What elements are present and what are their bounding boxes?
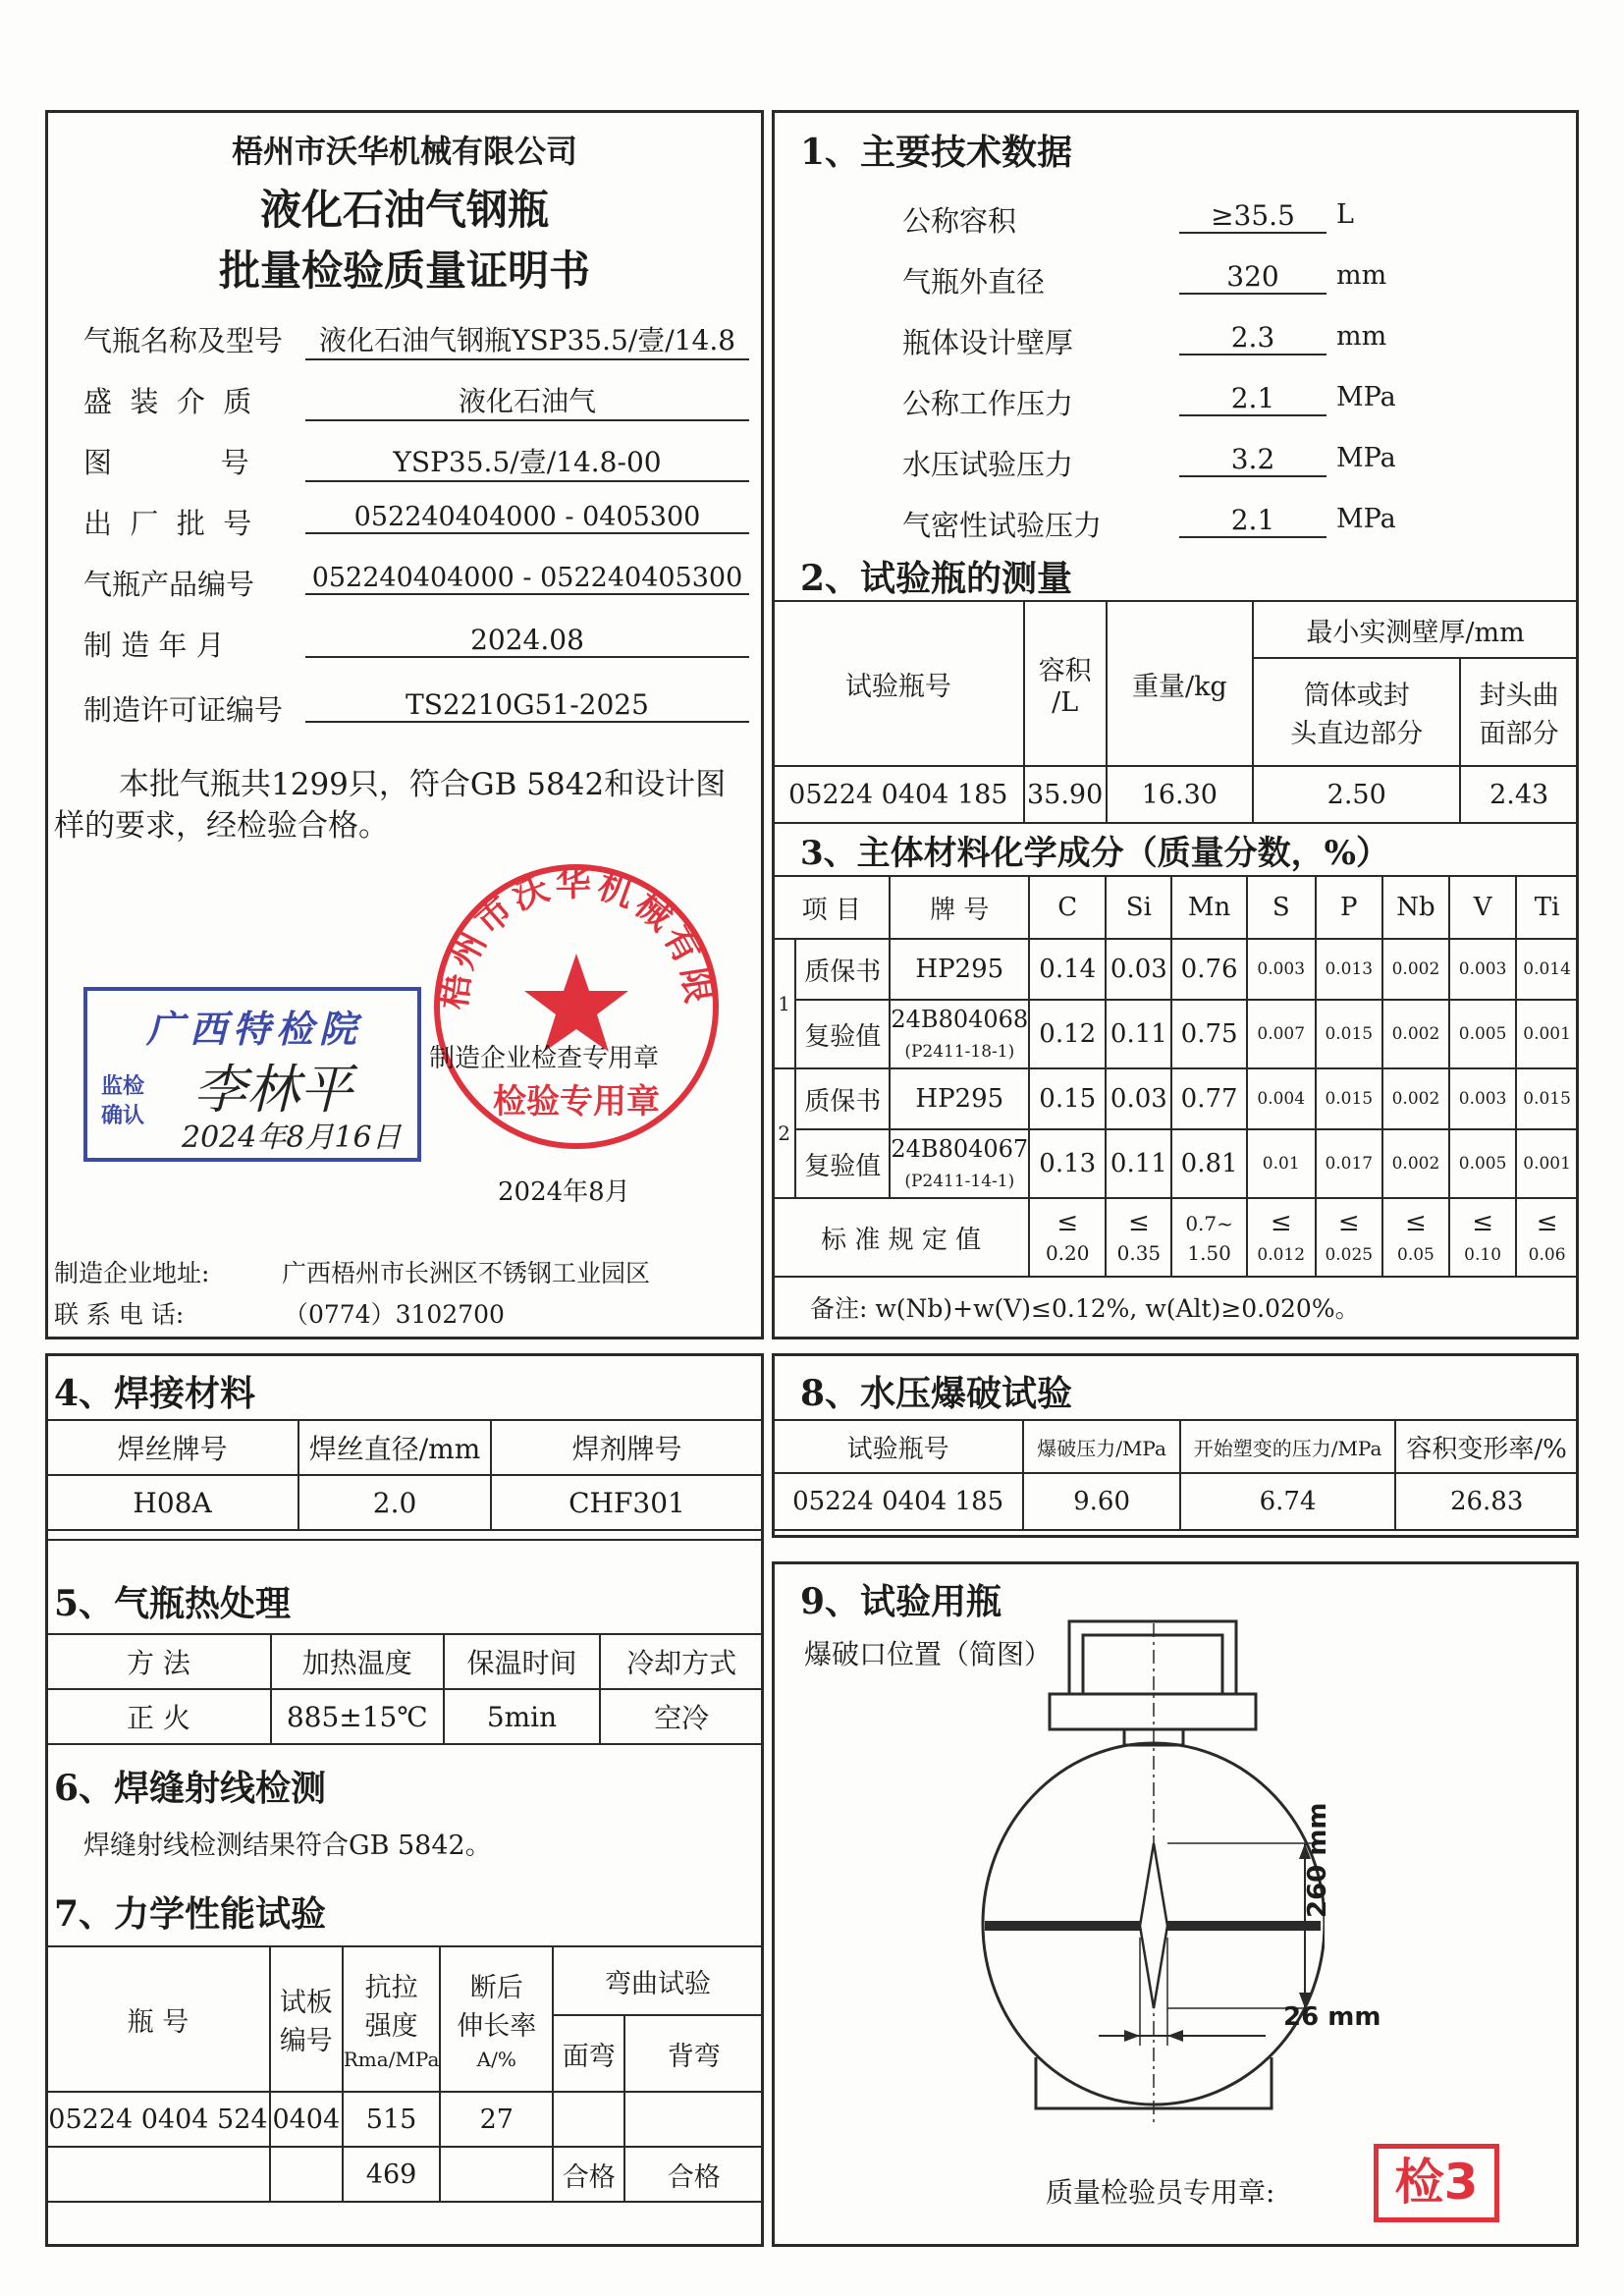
group-index: 2: [773, 1068, 795, 1198]
header-element: Nb: [1382, 876, 1449, 939]
cell-method: 正 火: [46, 1689, 271, 1744]
value-cell: 0.002: [1382, 1068, 1449, 1129]
value-cell: 0.75: [1171, 1000, 1246, 1068]
radiography-result: 焊缝射线检测结果符合GB 5842。: [83, 1831, 492, 1861]
mechanical-test-table: [45, 1945, 764, 2203]
value-cell: 0.01: [1247, 1129, 1316, 1198]
value-cell: 0.76: [1171, 939, 1246, 1000]
value-cell: 0.015: [1516, 1068, 1578, 1129]
field-label: 气瓶产品编号: [83, 568, 255, 601]
cell-burst-pressure: 9.60: [1023, 1473, 1180, 1530]
value-cell: 0.002: [1382, 939, 1449, 1000]
value-cell: 0.013: [1316, 939, 1382, 1000]
value-cell: 0.77: [1171, 1068, 1246, 1129]
header-weight: 重量/kg: [1107, 601, 1253, 766]
header-cylinder-no: 试验瓶号: [773, 601, 1024, 766]
test-cylinder-panel: [772, 1561, 1579, 2247]
spec-value: ≥35.5: [1179, 199, 1326, 234]
field-label: 盛 装 介 质: [83, 385, 252, 418]
row-grade: 24B804068 (P2411-18-1): [890, 1000, 1029, 1068]
section-9-heading: 9、试验用瓶: [800, 1581, 1002, 1622]
supervision-org: 广西特检院: [146, 1007, 363, 1051]
process-panel: [45, 1353, 764, 2247]
cell-empty: [440, 2147, 553, 2202]
spec-label: 水压试验压力: [902, 448, 1074, 481]
supervision-label-2: 确认: [101, 1103, 145, 1128]
spec-value: 2.1: [1179, 504, 1326, 538]
header-cylinder-no: 试验瓶号: [773, 1420, 1023, 1473]
header-back-bend: 背弯: [624, 2015, 763, 2092]
value-cell: 0.015: [1316, 1068, 1382, 1129]
section-4-heading: 4、焊接材料: [54, 1373, 256, 1414]
value-cell: 0.017: [1316, 1129, 1382, 1198]
header-wire-diameter: 焊丝直径/mm: [298, 1420, 491, 1475]
value-cell: 0.13: [1029, 1129, 1106, 1198]
std-cell: ≤ 0.10: [1449, 1198, 1516, 1277]
header-heating-temp: 加热温度: [271, 1634, 444, 1689]
header-method: 方 法: [46, 1634, 271, 1689]
spec-unit: MPa: [1336, 504, 1396, 534]
field-label: 气瓶名称及型号: [83, 324, 284, 357]
spec-value: 3.2: [1179, 443, 1326, 477]
value-cell: 0.005: [1449, 1129, 1516, 1198]
header-head-part: 封头曲 面部分: [1460, 658, 1578, 766]
cell-yield-pressure: 6.74: [1180, 1473, 1396, 1530]
cell-cylinder-no: 05224 0404 185: [773, 766, 1024, 823]
address-label: 制造企业地址:: [54, 1259, 210, 1287]
cell-face-bend: 合格: [553, 2147, 624, 2202]
row-label: 质保书: [795, 1068, 890, 1129]
company-seal: [429, 859, 724, 1154]
cell-heating-temp: 885±15℃: [271, 1689, 444, 1744]
header-grade: 牌 号: [890, 876, 1029, 939]
row-grade: HP295: [890, 939, 1029, 1000]
burst-location-caption: 爆破口位置（简图）: [804, 1638, 1053, 1670]
header-element: Mn: [1171, 876, 1246, 939]
value-cell: 0.001: [1516, 1000, 1578, 1068]
seal-graphic: [429, 859, 724, 1154]
value-cell: 0.14: [1029, 939, 1106, 1000]
value-cell: 0.03: [1106, 1068, 1171, 1129]
section-3-heading: 3、主体材料化学成分（质量分数，%）: [800, 834, 1389, 873]
field-value: TS2210G51-2025: [305, 688, 749, 723]
cell-elongation: 27: [440, 2092, 553, 2147]
header-item: 项 目: [773, 876, 890, 939]
spec-label: 气瓶外直径: [902, 265, 1046, 299]
header-cylinder-no: 瓶 号: [46, 1946, 270, 2092]
cell-tensile-strength: 515: [343, 2092, 441, 2147]
header-flux-grade: 焊剂牌号: [491, 1420, 763, 1475]
spec-label: 公称工作压力: [902, 387, 1074, 420]
spec-label: 气密性试验压力: [902, 509, 1103, 542]
value-cell: 0.007: [1247, 1000, 1316, 1068]
cell-empty: [46, 2147, 270, 2202]
row-label: 质保书: [795, 939, 890, 1000]
cell-cylinder-no: 05224 0404 185: [773, 1473, 1023, 1530]
seal-center-text: 检验专用章: [493, 1082, 660, 1121]
issue-date: 2024年8月: [498, 1177, 630, 1207]
divider: [48, 1539, 761, 1541]
field-value: 052240404000 - 052240405300: [305, 563, 749, 595]
cell-empty: [270, 2147, 343, 2202]
header-element: Si: [1106, 876, 1171, 939]
cell-face-bend: [553, 2092, 624, 2147]
burst-test-panel: [772, 1353, 1579, 1538]
value-cell: 0.005: [1449, 1000, 1516, 1068]
cell-back-bend: 合格: [624, 2147, 763, 2202]
phone-value: （0774）3102700: [284, 1300, 505, 1329]
std-cell: ≤ 0.025: [1316, 1198, 1382, 1277]
std-cell: ≤ 0.012: [1247, 1198, 1316, 1277]
header-wire-grade: 焊丝牌号: [46, 1420, 298, 1475]
cell-cylinder-no: 05224 0404 524: [46, 2092, 270, 2147]
field-value: 液化石油气钢瓶YSP35.5/壹/14.8: [305, 319, 749, 360]
value-cell: 0.003: [1449, 939, 1516, 1000]
cell-tensile-strength: 469: [343, 2147, 441, 2202]
header-holding-time: 保温时间: [444, 1634, 601, 1689]
value-cell: 0.15: [1029, 1068, 1106, 1129]
field-label: 出 厂 批 号: [83, 507, 252, 540]
company-name: 梧州市沃华机械有限公司: [231, 133, 577, 170]
value-cell: 0.001: [1516, 1129, 1578, 1198]
cell-volume-expansion: 26.83: [1395, 1473, 1578, 1530]
section-1-heading: 1、主要技术数据: [800, 132, 1073, 173]
technical-data-panel: [772, 110, 1579, 1339]
header-body-part: 筒体或封 头直边部分: [1253, 658, 1460, 766]
value-cell: 0.003: [1247, 939, 1316, 1000]
header-element: S: [1247, 876, 1316, 939]
burst-test-table: [772, 1419, 1579, 1531]
value-cell: 0.81: [1171, 1129, 1246, 1198]
inspector-label: 质量检验员专用章:: [1046, 2176, 1275, 2209]
section-2-heading: 2、试验瓶的测量: [800, 558, 1073, 599]
supervision-signature: 李林平: [193, 1059, 352, 1121]
field-value: YSP35.5/壹/14.8-00: [305, 441, 749, 482]
field-label: 制造许可证编号: [83, 693, 284, 727]
cell-holding-time: 5min: [444, 1689, 601, 1744]
header-tensile-strength: 抗拉 强度 Rma/MPa: [343, 1946, 441, 2092]
std-cell: 0.7~ 1.50: [1171, 1198, 1246, 1277]
value-cell: 0.12: [1029, 1000, 1106, 1068]
phone-label: 联 系 电 话:: [54, 1300, 185, 1329]
inspector-stamp-text: 检3: [1394, 2154, 1479, 2211]
row-label: 复验值: [795, 1129, 890, 1198]
title-line-1: 液化石油气钢瓶: [259, 186, 549, 234]
header-elongation: 断后 伸长率 A/%: [440, 1946, 553, 2092]
field-value: 2024.08: [305, 624, 749, 658]
header-bend-test: 弯曲试验: [553, 1946, 763, 2015]
spec-label: 公称容积: [902, 204, 1017, 238]
spec-label: 瓶体设计壁厚: [902, 326, 1074, 359]
header-yield-pressure: 开始塑变的压力/MPa: [1180, 1420, 1396, 1473]
spec-unit: mm: [1336, 321, 1387, 352]
supervision-label-1: 监检: [101, 1073, 145, 1099]
seal-ring-text: 梧州市沃华机械有限: [433, 863, 720, 1012]
cell-head-thickness: 2.43: [1460, 766, 1578, 823]
spec-unit: L: [1336, 199, 1354, 230]
row-label: 复验值: [795, 1000, 890, 1068]
header-min-thickness: 最小实测壁厚/mm: [1253, 601, 1578, 658]
heat-treatment-table: [45, 1633, 764, 1745]
test-cylinder-measurement-table: [772, 600, 1579, 824]
certificate-header-panel: [45, 110, 764, 1339]
section-6-heading: 6、焊缝射线检测: [54, 1768, 327, 1809]
header-element: Ti: [1516, 876, 1578, 939]
spec-unit: MPa: [1336, 443, 1396, 473]
std-cell: ≤ 0.06: [1516, 1198, 1578, 1277]
header-element: V: [1449, 876, 1516, 939]
spec-value: 2.3: [1179, 321, 1326, 355]
supervision-date: 2024年8月16日: [182, 1121, 402, 1155]
field-value: 052240404000 - 0405300: [305, 502, 749, 534]
header-volume-expansion: 容积变形率/%: [1395, 1420, 1578, 1473]
standard-label: 标 准 规 定 值: [773, 1198, 1029, 1277]
section-7-heading: 7、力学性能试验: [54, 1893, 327, 1935]
header-cooling: 冷却方式: [600, 1634, 763, 1689]
value-cell: 0.002: [1382, 1129, 1449, 1198]
cell-back-bend: [624, 2092, 763, 2147]
spec-value: 320: [1179, 260, 1326, 295]
group-index: 1: [773, 939, 795, 1068]
address-value: 广西梧州市长洲区不锈钢工业园区: [282, 1259, 651, 1287]
value-cell: 0.014: [1516, 939, 1578, 1000]
cell-flux-grade: CHF301: [491, 1475, 763, 1530]
header-element: P: [1316, 876, 1382, 939]
cylinder-diagram: [971, 1613, 1325, 2134]
std-cell: ≤ 0.35: [1106, 1198, 1171, 1277]
supervision-stamp: [83, 987, 421, 1162]
value-cell: 0.003: [1449, 1068, 1516, 1129]
field-value: 液化石油气: [305, 380, 749, 421]
cell-wire-grade: H08A: [46, 1475, 298, 1530]
value-cell: 0.015: [1316, 1000, 1382, 1068]
section-8-heading: 8、水压爆破试验: [800, 1373, 1073, 1414]
row-grade: 24B804067 (P2411-14-1): [890, 1129, 1029, 1198]
std-cell: ≤ 0.20: [1029, 1198, 1106, 1277]
value-cell: 0.002: [1382, 1000, 1449, 1068]
cell-plate-no: 0404: [270, 2092, 343, 2147]
spec-value: 2.1: [1179, 382, 1326, 416]
value-cell: 0.03: [1106, 939, 1171, 1000]
value-cell: 0.004: [1247, 1068, 1316, 1129]
batch-statement-line-2: 样的要求，经检验合格。: [54, 808, 389, 844]
header-volume: 容积 /L: [1024, 601, 1107, 766]
value-cell: 0.11: [1106, 1000, 1171, 1068]
section-5-heading: 5、气瓶热处理: [54, 1583, 292, 1624]
inspector-stamp: [1374, 2144, 1499, 2222]
header-element: C: [1029, 876, 1106, 939]
cell-volume: 35.90: [1024, 766, 1107, 823]
seal-caption: 制造企业检查专用章: [429, 1044, 660, 1073]
composition-note: 备注: w(Nb)+w(V)≤0.12%, w(Alt)≥0.020%。: [810, 1294, 1360, 1323]
cell-body-thickness: 2.50: [1253, 766, 1460, 823]
cell-wire-diameter: 2.0: [298, 1475, 491, 1530]
cell-cooling: 空冷: [600, 1689, 763, 1744]
welding-material-table: [45, 1419, 764, 1531]
dimension-horizontal: 26 mm: [1283, 2002, 1381, 2032]
spec-unit: mm: [1336, 260, 1387, 291]
std-cell: ≤ 0.05: [1382, 1198, 1449, 1277]
batch-statement-line-1: 本批气瓶共1299只，符合GB 5842和设计图: [119, 767, 727, 802]
title-line-2: 批量检验质量证明书: [218, 246, 590, 295]
field-label: 图 号: [83, 446, 249, 479]
row-grade: HP295: [890, 1068, 1029, 1129]
spec-unit: MPa: [1336, 382, 1396, 412]
field-label: 制 造 年 月: [83, 629, 225, 662]
value-cell: 0.11: [1106, 1129, 1171, 1198]
cell-weight: 16.30: [1107, 766, 1253, 823]
dimension-vertical: 260 mm: [1303, 1802, 1332, 1918]
header-face-bend: 面弯: [553, 2015, 624, 2092]
header-burst-pressure: 爆破压力/MPa: [1023, 1420, 1180, 1473]
header-plate-no: 试板 编号: [270, 1946, 343, 2092]
chemical-composition-table: [772, 875, 1579, 1278]
